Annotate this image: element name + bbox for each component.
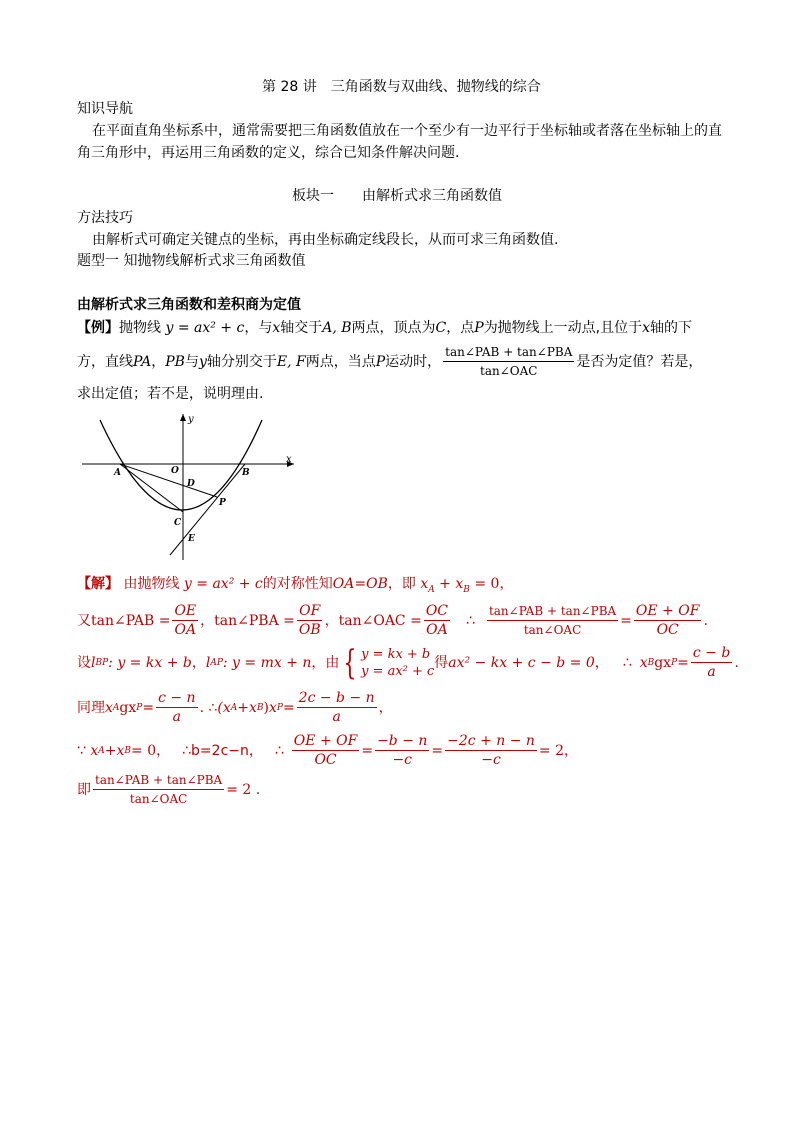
target-fraction: $\frac{\text{tan∠PAB + tan∠PBA}}{\text{tan∠OAC}}$ [445, 345, 573, 378]
label-x: x [286, 454, 292, 465]
label-C: C [174, 518, 182, 528]
label-A: A [114, 468, 121, 478]
section-text-2: 角三角形中，再运用三角函数的定义，综合已知条件解决问题. [77, 145, 460, 161]
solution-line-5: ∵ x A + x B = 0 ， ∴b=2c−n ， ∴ $\frac{OE + OF}{OC}$ = $\frac{-b - n}{-c}$ = $\frac{-2c + n - n}{-c}$ = 2 ， [77, 733, 579, 768]
label-D: D [187, 479, 195, 489]
example-line-1: 【例】抛物线 y = ax² + c，与x轴交于A, B两点，顶点为C，点P为抛物线上一动点,且位于x轴的下 [77, 320, 693, 336]
parabola-figure [82, 410, 300, 560]
solution-line-1: 【解】 由抛物线 y = ax² + c的对称性知OA=OB，即 $x_A + x_B = 0$， [77, 576, 514, 595]
solution-tag: 【解】 [77, 576, 119, 592]
label-B: B [242, 468, 250, 478]
type-label: 题型一 知抛物线解析式求三角函数值 [77, 253, 306, 269]
y-axis-arrow [180, 414, 186, 421]
section-label: 知识导航 [77, 101, 133, 117]
example-line-2: 方，直线 PA ， PB 与 y 轴分别交于 E, F 两点，当点 P 运动时， $\frac{\text{tan∠PAB + tan∠PBA}}{\text{tan∠OAC}}$ 是否为定值？若是， [77, 345, 703, 378]
method-label: 方法技巧 [77, 210, 133, 226]
solution-line-3: 设 l BP : y = kx + b ， l AP : y = mx + n ，由 { y = kx + b y = ax² + c 得 ax² − kx + c − b = 0 ， ∴ x B gx P = $\frac{c - b}{a}$ . [77, 642, 739, 683]
section-text-1: 在平面直角坐标系中，通常需要把三角函数值放在一个至少有一边平行于坐标轴或者落在坐标轴上的直 [92, 123, 722, 139]
label-O: O [171, 466, 179, 476]
example-heading: 由解析式求三角函数和差积商为定值 [77, 297, 301, 313]
lesson-title: 第 28 讲 三角函数与双曲线、抛物线的综合 [262, 79, 541, 95]
method-text: 由解析式可确定关键点的坐标，再由坐标确定线段长，从而可求三角函数值. [92, 232, 559, 248]
block-title: 板块一 由解析式求三角函数值 [292, 188, 502, 204]
example-tag: 【例】 [77, 320, 119, 336]
example-line-3: 求出定值；若不是，说明理由. [77, 386, 264, 402]
solution-line-6: 即 $\frac{\text{tan∠PAB + tan∠PBA}}{\text{tan∠OAC}}$ = 2 . [77, 773, 261, 806]
solution-line-4: 同理 x A gx P = $\frac{c - n}{a}$ . ∴ (x A + x B ) x P = $\frac{2c - b - n}{a}$ ， [77, 690, 393, 725]
solution-line-2: 又 tan∠PAB = $\frac{OE}{OA}$ ， tan∠PBA = $\frac{OF}{OB}$ ， tan∠OAC = $\frac{OC}{OA}$ ∴ $\frac{\text{tan∠PAB + tan∠PBA}}{\text{tan∠OAC}}$ = $\frac{OE + OF}{OC}$ . [77, 603, 708, 638]
label-y: y [188, 414, 194, 425]
label-E: E [188, 534, 195, 544]
label-P: P [219, 498, 226, 508]
